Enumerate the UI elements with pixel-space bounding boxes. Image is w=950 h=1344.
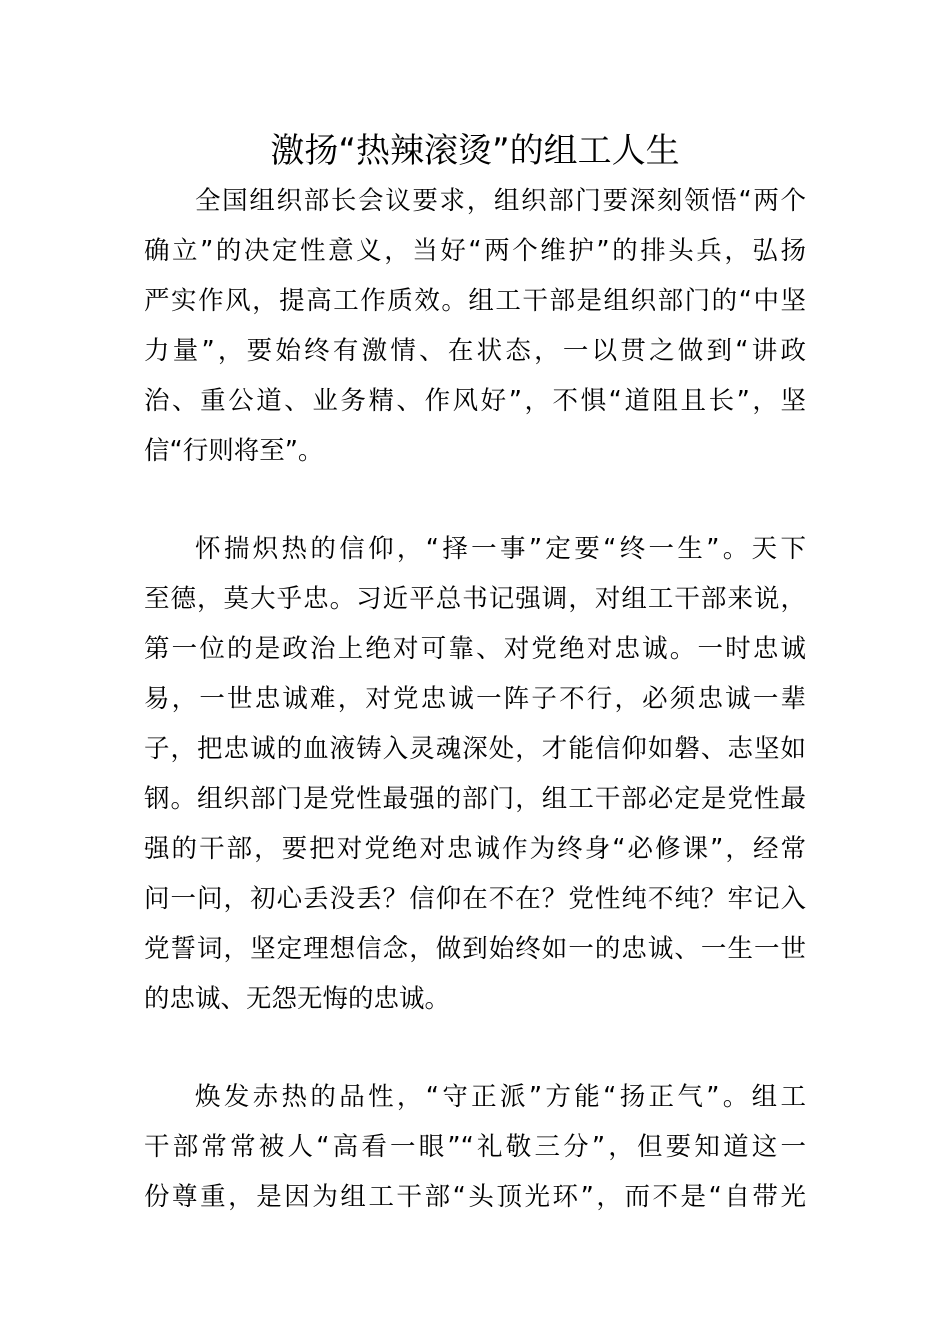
paragraph-line: 治、重公道、业务精、作风好”，不惧“道阻且长”，坚	[144, 386, 806, 416]
paragraph-line: 焕发赤热的品性，“守正派”方能“扬正气”。组工	[195, 1082, 806, 1112]
paragraph-line: 子，把忠诚的血液铸入灵魂深处，才能信仰如磐、志坚如	[144, 734, 806, 764]
paragraph-line: 党誓词，坚定理想信念，做到始终如一的忠诚、一生一世	[144, 934, 806, 964]
paragraph-line: 强的干部，要把对党绝对忠诚作为终身“必修课”，经常	[144, 834, 806, 864]
paragraph-2	[144, 524, 806, 1024]
paragraph-line: 问一问，初心丢没丢？信仰在不在？党性纯不纯？牢记入	[144, 884, 806, 914]
paragraph-line: 信“行则将至”。	[144, 436, 324, 466]
paragraph-3	[144, 1072, 806, 1222]
paragraph-line: 力量”，要始终有激情、在状态，一以贯之做到“讲政	[144, 336, 806, 366]
paragraph-line: 份尊重，是因为组工干部“头顶光环”，而不是“自带光	[144, 1182, 806, 1212]
paragraph-line: 的忠诚、无怨无悔的忠诚。	[144, 984, 451, 1014]
paragraph-line: 确立”的决定性意义，当好“两个维护”的排头兵，弘扬	[144, 236, 806, 266]
paragraph-line: 干部常常被人“高看一眼”“礼敬三分”，但要知道这一	[144, 1132, 806, 1162]
paragraph-line: 易，一世忠诚难，对党忠诚一阵子不行，必须忠诚一辈	[144, 684, 806, 714]
paragraph-line: 严实作风，提高工作质效。组工干部是组织部门的“中坚	[144, 286, 806, 316]
paragraph-line: 至德，莫大乎忠。习近平总书记强调，对组工干部来说，	[144, 584, 806, 614]
paragraph-line: 怀揣炽热的信仰，“择一事”定要“终一生”。天下	[195, 534, 806, 564]
paragraph-line: 钢。组织部门是党性最强的部门，组工干部必定是党性最	[144, 784, 806, 814]
paragraph-1	[144, 176, 806, 476]
paragraph-line: 全国组织部长会议要求，组织部门要深刻领悟“两个	[195, 186, 806, 216]
paragraph-line: 第一位的是政治上绝对可靠、对党绝对忠诚。一时忠诚	[144, 634, 806, 664]
document-title: 激扬“热辣滚烫”的组工人生	[270, 131, 680, 171]
